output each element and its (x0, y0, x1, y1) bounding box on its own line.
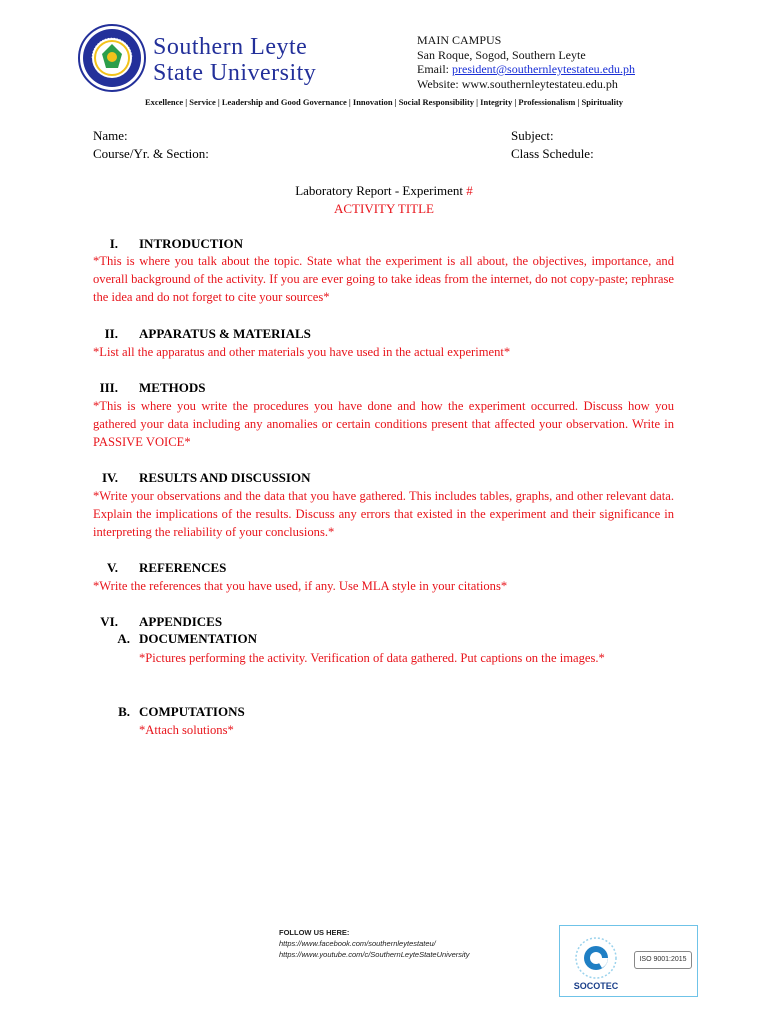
references-instructions: *Write the references that you have used, if any. Use MLA style in your citations* (93, 579, 508, 593)
report-title-text: Laboratory Report - Experiment (295, 183, 467, 198)
youtube-link[interactable]: https://www.youtube.com/c/SouthernLeyteStateUniversity (279, 950, 470, 959)
apparatus-instructions: *List all the apparatus and other materials you have used in the actual experiment* (93, 345, 511, 359)
section-number-apparatus: II. (104, 326, 118, 341)
methods-instructions: *This is where you write the procedures you have done and how the experiment occurred. Discuss how you gathered your data including any anomalies or certain conditions present that affected your observation. Write in PASSIVE VOICE* (93, 399, 674, 449)
campus-address: San Roque, Sogod, Southern Leyte (417, 47, 586, 62)
website-line: Website: www.southernleytestateu.edu.ph (417, 76, 618, 91)
course-section-field-label: Course/Yr. & Section: (93, 146, 209, 161)
report-title (0, 183, 768, 199)
university-name (153, 34, 316, 86)
section-heading-references: REFERENCES (139, 560, 227, 575)
email-label: Email: (417, 62, 452, 76)
subsection-heading-computations: COMPUTATIONS (139, 704, 245, 719)
socotec-logo-icon (566, 932, 626, 992)
follow-us-label: FOLLOW US HERE: (279, 928, 350, 937)
section-number-methods: III. (99, 380, 118, 395)
email-line (417, 62, 635, 77)
email-link[interactable]: president@southernleytestateu.edu.ph (452, 62, 635, 76)
class-schedule-field-label: Class Schedule: (511, 146, 594, 161)
section-number-appendices: VI. (100, 614, 118, 629)
experiment-number-placeholder: # (466, 183, 473, 198)
subsection-label-a: A. (117, 631, 130, 646)
subsection-label-b: B. (118, 704, 130, 719)
university-seal-logo (78, 24, 146, 92)
section-heading-methods: METHODS (139, 380, 206, 395)
core-values-line: Excellence | Service | Leadership and Good Governance | Innovation | Social Responsibility | Integrity | Professionalism | Spirituality (144, 97, 624, 107)
introduction-instructions: *This is where you talk about the topic. State what the experiment is all about, the objectives, importance, and overall background of the activity. If you are ever going to take ideas from the internet, do not copy-paste; rephrase the idea and do not forget to cite your sources* (93, 254, 674, 304)
name-field-label: Name: (93, 128, 128, 143)
facebook-link[interactable]: https://www.facebook.com/southernleytestateu/ (279, 939, 436, 948)
subsection-heading-documentation: DOCUMENTATION (139, 631, 257, 646)
activity-title: ACTIVITY TITLE (333, 201, 434, 216)
subject-field-label: Subject: (511, 128, 554, 143)
university-name-line1: Southern Leyte (153, 34, 308, 60)
section-number-results: IV. (101, 470, 118, 485)
iso-certification-badge (559, 925, 698, 997)
documentation-instructions: *Pictures performing the activity. Verification of data gathered. Put captions on the images.* (139, 651, 605, 665)
iso-standard-label: ISO 9001:2015 (634, 951, 692, 969)
section-heading-introduction: INTRODUCTION (139, 236, 244, 251)
university-name-line2: State University (153, 60, 317, 86)
section-heading-results: RESULTS AND DISCUSSION (139, 470, 311, 485)
section-number-references: V. (107, 560, 118, 575)
socotec-label: SOCOTEC (573, 981, 619, 991)
computations-instructions: *Attach solutions* (139, 723, 234, 737)
social-links-block (279, 927, 470, 960)
campus-label: MAIN CAMPUS (417, 33, 502, 47)
section-heading-appendices: APPENDICES (139, 614, 223, 629)
results-instructions: *Write your observations and the data that you have gathered. This includes tables, graphs, and other relevant data. Explain the implications of the results. Discuss any errors that existed in the experiment and their significance in interpreting the reliability of your conclusions.* (93, 489, 674, 539)
section-number-intro: I. (109, 236, 118, 251)
campus-contact-block (417, 33, 635, 91)
section-heading-apparatus: APPARATUS & MATERIALS (139, 326, 311, 341)
